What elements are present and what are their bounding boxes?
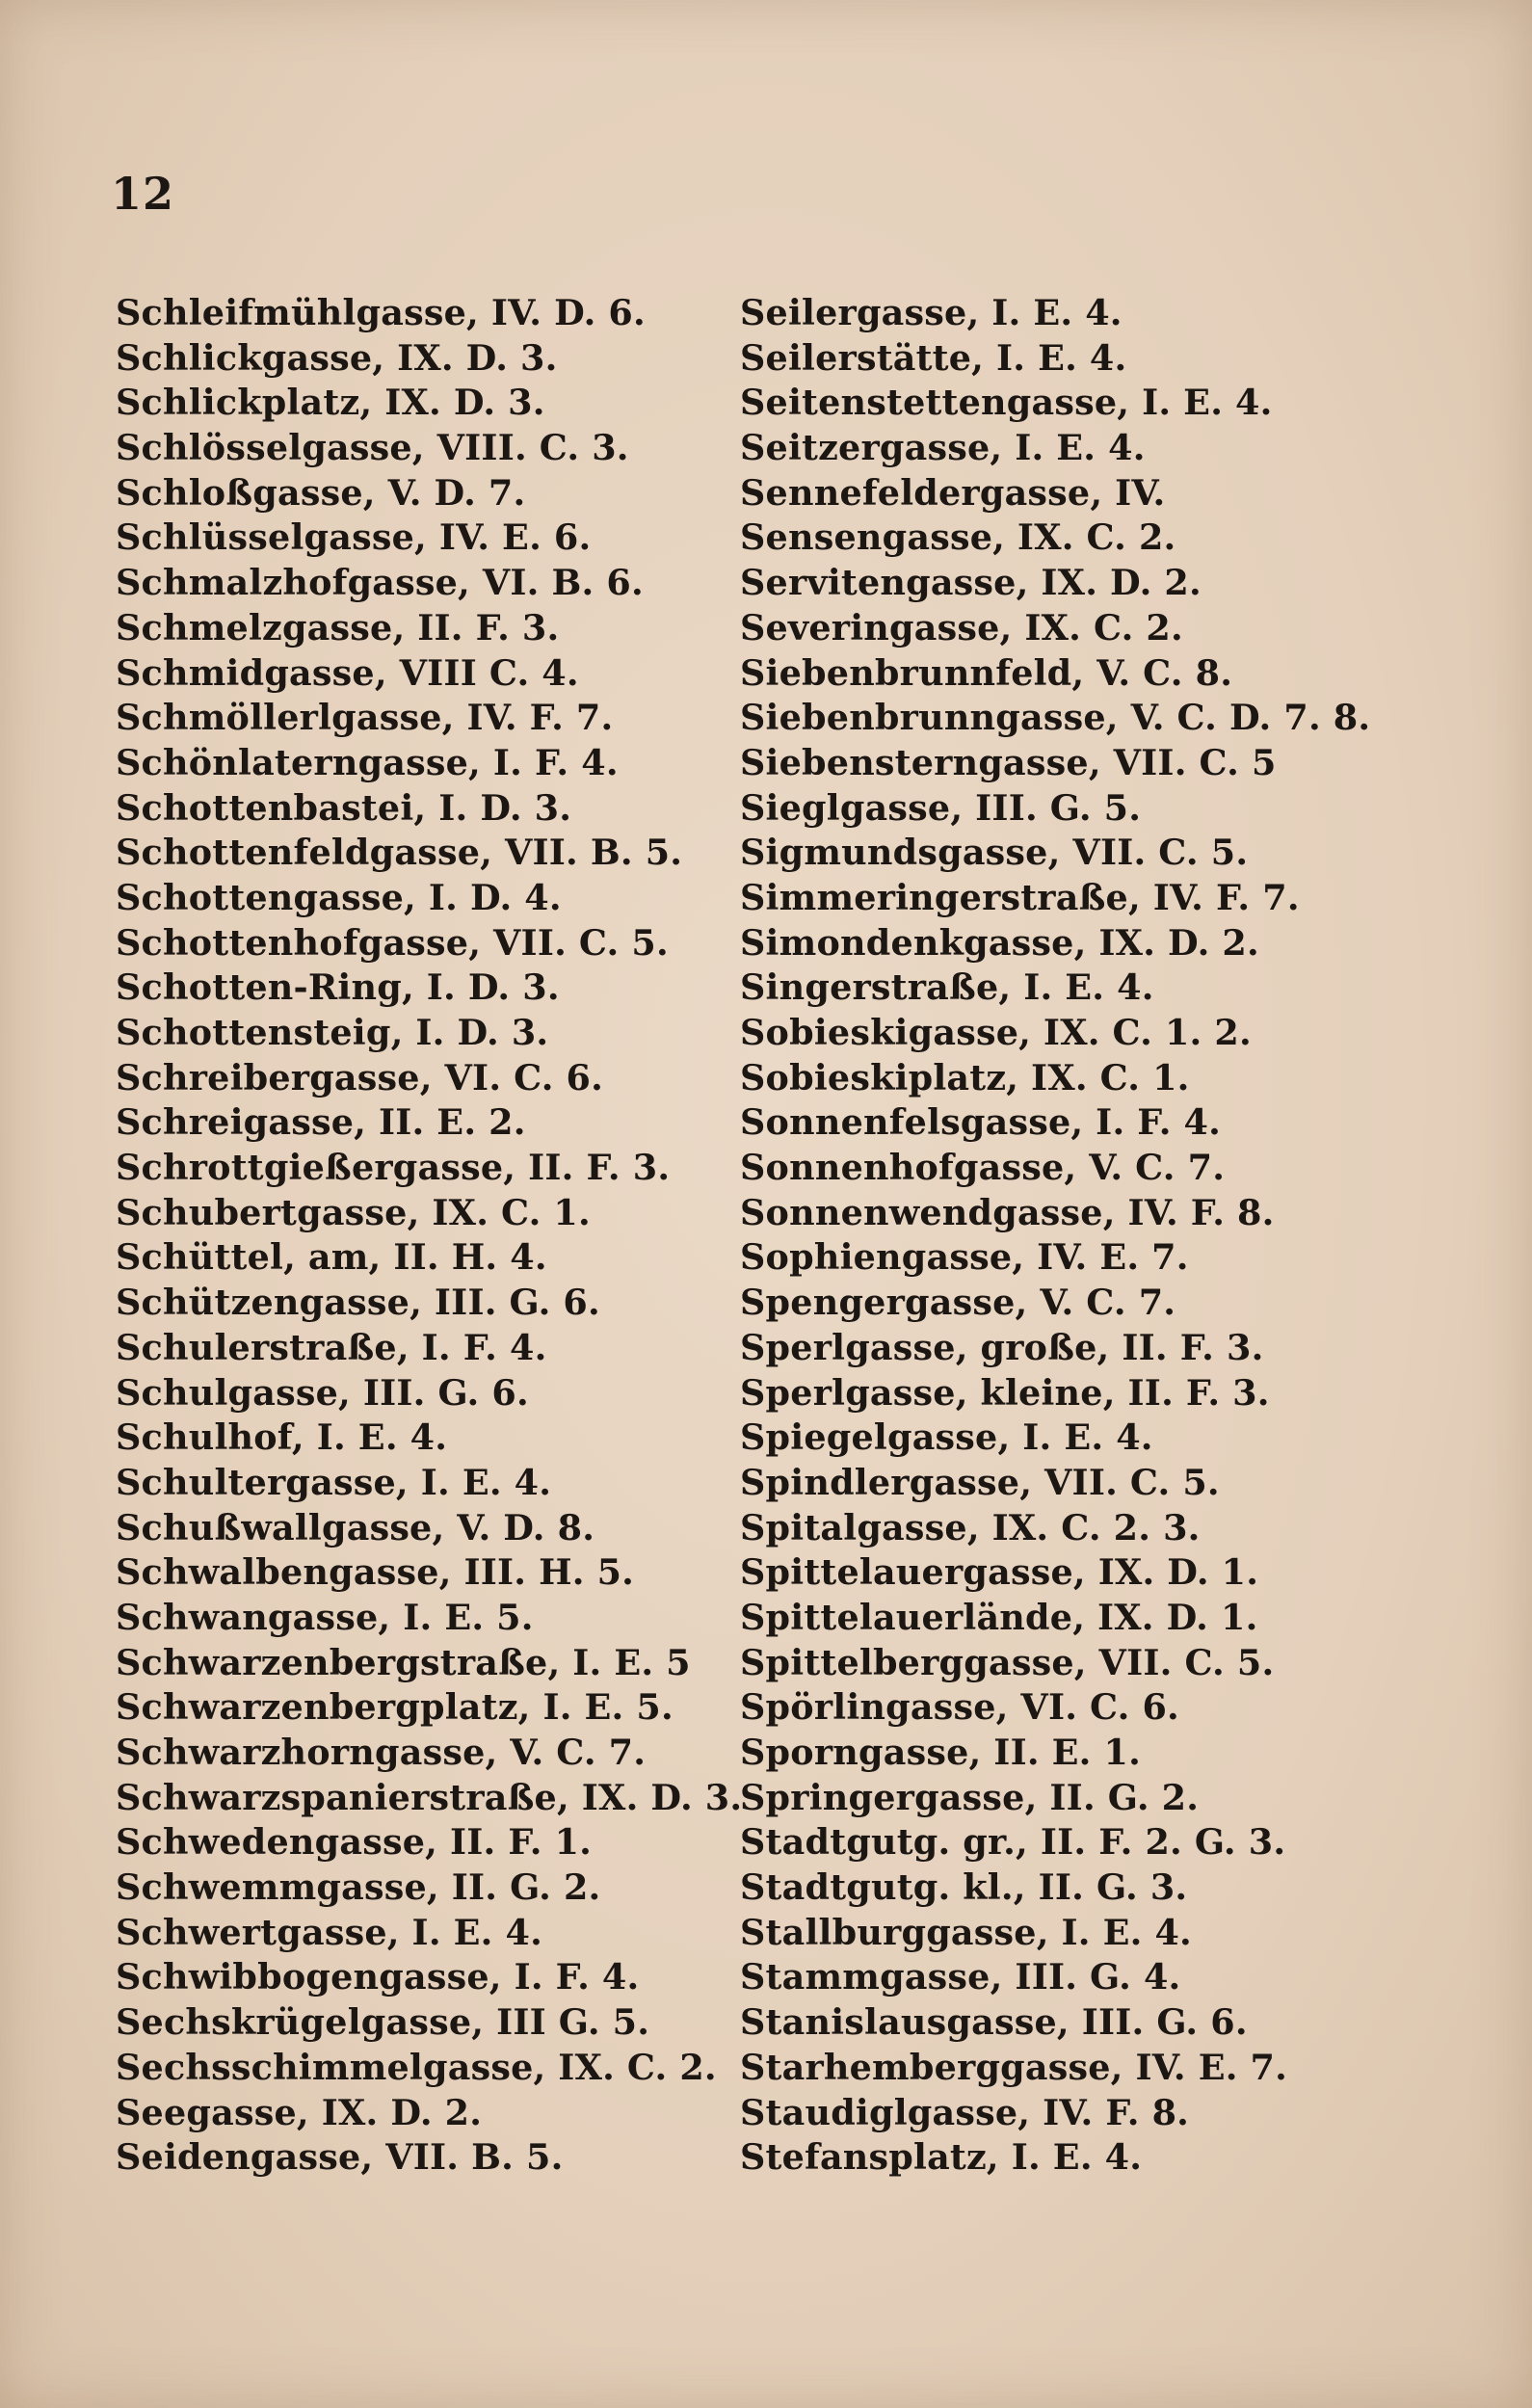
street-entry: Sigmundsgasse, VII. C. 5. xyxy=(740,832,1249,874)
street-entry: Schloßgasse, V. D. 7. xyxy=(116,471,526,514)
street-entry: Simondenkgasse, IX. D. 2. xyxy=(740,921,1259,964)
street-entry: Schrottgießergasse, II. F. 3. xyxy=(116,1147,671,1189)
street-entry: Starhemberggasse, IV. E. 7. xyxy=(740,2046,1288,2088)
street-entry: Schwarzenbergstraße, I. E. 5 xyxy=(116,1641,691,1683)
street-entry: Schotten-Ring, I. D. 3. xyxy=(116,966,560,1009)
street-entry: Servitengasse, IX. D. 2. xyxy=(740,562,1202,604)
street-entry: Schulhof, I. E. 4. xyxy=(116,1416,448,1459)
street-entry: Schwedengasse, II. F. 1. xyxy=(116,1821,593,1864)
street-entry: Schultergasse, I. E. 4. xyxy=(116,1461,552,1503)
street-entry: Schlickplatz, IX. D. 3. xyxy=(116,382,545,424)
street-entry: Spengergasse, V. C. 7. xyxy=(740,1282,1176,1324)
street-entry: Schwarzenbergplatz, I. E. 5. xyxy=(116,1686,674,1729)
street-entry: Seilergasse, I. E. 4. xyxy=(740,292,1123,333)
street-entry: Schulerstraße, I. F. 4. xyxy=(116,1326,547,1368)
street-entry: Sechskrügelgasse, III G. 5. xyxy=(116,2001,650,2044)
street-index-left-column xyxy=(116,291,743,2181)
street-entry: Schreibergasse, VI. C. 6. xyxy=(116,1056,604,1098)
street-entry: Sonnenwendgasse, IV. F. 8. xyxy=(740,1191,1275,1233)
street-entry: Schmalzhofgasse, VI. B. 6. xyxy=(116,562,644,604)
street-entry: Schleifmühlgasse, IV. D. 6. xyxy=(116,292,646,333)
street-entry: Spörlingasse, VI. C. 6. xyxy=(740,1686,1179,1729)
street-entry: Stammgasse, III. G. 4. xyxy=(740,1956,1181,1998)
street-entry: Sperlgasse, große, II. F. 3. xyxy=(740,1326,1264,1368)
street-entry: Sophiengasse, IV. E. 7. xyxy=(740,1236,1189,1279)
street-entry: Sechsschimmelgasse, IX. C. 2. xyxy=(116,2046,717,2088)
street-entry: Spitalgasse, IX. C. 2. 3. xyxy=(740,1506,1201,1548)
street-entry: Seilerstätte, I. E. 4. xyxy=(740,336,1127,379)
street-entry: Stefansplatz, I. E. 4. xyxy=(740,2136,1143,2179)
street-entry: Singerstraße, I. E. 4. xyxy=(740,966,1154,1009)
street-entry: Schwemmgasse, II. G. 2. xyxy=(116,1866,601,1909)
street-entry: Seidengasse, VII. B. 5. xyxy=(116,2136,564,2179)
street-entry: Sonnenhofgasse, V. C. 7. xyxy=(740,1147,1226,1189)
street-entry: Staudiglgasse, IV. F. 8. xyxy=(740,2091,1190,2133)
street-entry: Schwibbogengasse, I. F. 4. xyxy=(116,1956,640,1998)
street-entry: Schlickgasse, IX. D. 3. xyxy=(116,336,558,379)
street-entry: Schußwallgasse, V. D. 8. xyxy=(116,1506,595,1548)
street-index-right-column xyxy=(740,291,1414,2181)
street-entry: Stallburggasse, I. E. 4. xyxy=(740,1911,1192,1953)
street-entry: Severingasse, IX. C. 2. xyxy=(740,606,1183,648)
street-entry: Sensengasse, IX. C. 2. xyxy=(740,516,1176,559)
street-entry: Stadtgutg. kl., II. G. 3. xyxy=(740,1866,1188,1909)
street-entry: Spittelauerlände, IX. D. 1. xyxy=(740,1596,1258,1638)
street-entry: Schottenhofgasse, VII. C. 5. xyxy=(116,921,669,964)
street-entry: Schwarzspanierstraße, IX. D. 3. xyxy=(116,1776,743,1818)
street-entry: Siebensterngasse, VII. C. 5 xyxy=(740,741,1277,783)
street-entry: Simmeringerstraße, IV. F. 7. xyxy=(740,876,1300,918)
street-entry: Sobieskigasse, IX. C. 1. 2. xyxy=(740,1012,1252,1053)
street-entry: Schmidgasse, VIII C. 4. xyxy=(116,651,579,694)
street-entry: Spittelauergasse, IX. D. 1. xyxy=(740,1551,1259,1594)
street-entry: Seitzergasse, I. E. 4. xyxy=(740,427,1146,469)
street-entry: Sporngasse, II. E. 1. xyxy=(740,1732,1142,1773)
street-entry: Stadtgutg. gr., II. F. 2. G. 3. xyxy=(740,1821,1286,1864)
street-entry: Seitenstettengasse, I. E. 4. xyxy=(740,382,1273,424)
street-entry: Schmöllerlgasse, IV. F. 7. xyxy=(116,697,614,739)
street-entry: Stanislausgasse, III. G. 6. xyxy=(740,2001,1248,2044)
street-entry: Schwangasse, I. E. 5. xyxy=(116,1596,534,1638)
street-entry: Schottenfeldgasse, VII. B. 5. xyxy=(116,832,683,874)
street-entry: Schottengasse, I. D. 4. xyxy=(116,876,562,918)
street-entry: Schreigasse, II. E. 2. xyxy=(116,1101,526,1144)
street-entry: Sonnenfelsgasse, I. F. 4. xyxy=(740,1101,1222,1144)
street-entry: Sennefeldergasse, IV. xyxy=(740,471,1166,514)
street-entry: Springergasse, II. G. 2. xyxy=(740,1776,1200,1818)
street-entry: Schüttel, am, II. H. 4. xyxy=(116,1236,547,1279)
street-entry: Schwarzhorngasse, V. C. 7. xyxy=(116,1732,647,1773)
street-entry: Schubertgasse, IX. C. 1. xyxy=(116,1191,591,1233)
street-entry: Schmelzgasse, II. F. 3. xyxy=(116,606,560,648)
street-entry: Spittelberggasse, VII. C. 5. xyxy=(740,1641,1275,1683)
street-entry: Schützengasse, III. G. 6. xyxy=(116,1282,600,1324)
street-entry: Seegasse, IX. D. 2. xyxy=(116,2091,483,2133)
street-entry: Spindlergasse, VII. C. 5. xyxy=(740,1461,1220,1503)
page-number: 12 xyxy=(111,168,175,220)
street-entry: Schönlaterngasse, I. F. 4. xyxy=(116,741,619,783)
street-entry: Sieglgasse, III. G. 5. xyxy=(740,786,1142,829)
street-entry: Schwertgasse, I. E. 4. xyxy=(116,1911,542,1953)
street-entry: Schlüsselgasse, IV. E. 6. xyxy=(116,516,592,559)
street-entry: Schottensteig, I. D. 3. xyxy=(116,1012,549,1053)
street-entry: Sobieskiplatz, IX. C. 1. xyxy=(740,1056,1190,1098)
street-entry: Siebenbrunngasse, V. C. D. 7. 8. xyxy=(740,697,1371,739)
street-entry: Sperlgasse, kleine, II. F. 3. xyxy=(740,1371,1270,1414)
street-entry: Siebenbrunnfeld, V. C. 8. xyxy=(740,651,1233,694)
street-entry: Schlösselgasse, VIII. C. 3. xyxy=(116,427,629,469)
street-entry: Spiegelgasse, I. E. 4. xyxy=(740,1416,1153,1459)
street-entry: Schwalbengasse, III. H. 5. xyxy=(116,1551,635,1594)
street-entry: Schottenbastei, I. D. 3. xyxy=(116,786,572,829)
street-entry: Schulgasse, III. G. 6. xyxy=(116,1371,529,1414)
